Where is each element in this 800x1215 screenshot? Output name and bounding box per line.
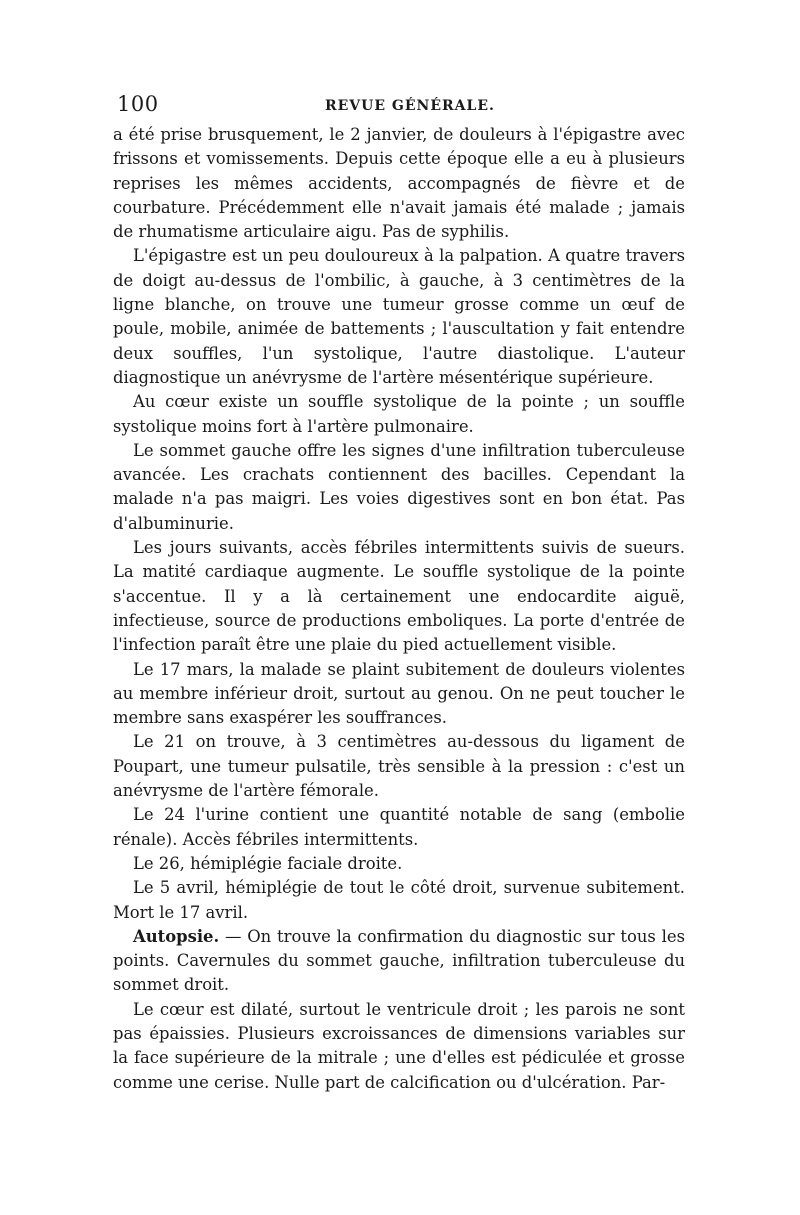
- page-number: 100: [117, 92, 159, 116]
- running-title: REVUE GÉNÉRALE.: [325, 98, 495, 114]
- paragraph-text: — On trouve la confirmation du diagnostic sur tous les points. Cavernules du sommet gauche, infiltration tuberculeuse du sommet droit.: [113, 926, 685, 995]
- paragraph-text: Le 26, hémiplégie faciale droite.: [133, 853, 403, 873]
- paragraph: [113, 536, 685, 657]
- paragraph-text: Le cœur est dilaté, surtout le ventricule droit ; les parois ne sont pas épaissies. Plusieurs excroissances de dimensions variables sur la face supérieure de la mitrale ; une d'elles est pédiculée et grosse comme une cerise. Nulle part de calcification ou d'ulcération. Par-: [113, 999, 685, 1092]
- paragraph: [113, 439, 685, 536]
- paragraph: [113, 730, 685, 803]
- paragraph: [113, 998, 685, 1095]
- page: [113, 92, 685, 1095]
- paragraph: [113, 244, 685, 390]
- page-header: [113, 92, 685, 122]
- paragraph: [113, 658, 685, 731]
- paragraph: [113, 852, 685, 876]
- paragraph: [113, 803, 685, 852]
- paragraph: [113, 123, 685, 244]
- autopsy-lead-in: Autopsie.: [133, 926, 220, 946]
- paragraph-text: Au cœur existe un souffle systolique de la pointe ; un souffle systolique moins fort à l'artère pulmonaire.: [113, 392, 685, 436]
- paragraph-text: Le 5 avril, hémiplégie de tout le côté droit, survenue subitement. Mort le 17 avril.: [113, 878, 685, 922]
- paragraph-text: Le sommet gauche offre les signes d'une infiltration tuberculeuse avancée. Les crachats contiennent des bacilles. Cependant la malade n'a pas maigri. Les voies digestives sont en bon état. Pas d'albuminurie.: [113, 440, 685, 533]
- paragraph: [113, 390, 685, 439]
- paragraph-text: Le 17 mars, la malade se plaint subitement de douleurs violentes au membre inférieur droit, surtout au genou. On ne peut toucher le membre sans exaspérer les souffrances.: [113, 659, 685, 728]
- paragraph: [113, 876, 685, 925]
- body-text: [113, 123, 685, 1095]
- paragraph: [113, 925, 685, 998]
- paragraph-text: L'épigastre est un peu douloureux à la palpation. A quatre travers de doigt au-dessus de l'ombilic, à gauche, à 3 centimètres de la ligne blanche, on trouve une tumeur grosse comme un œuf de poule, mobile, animée de battements ; l'auscultation y fait entendre deux souffles, l'un systolique, l'autre diastolique. L'auteur diagnostique un anévrysme de l'artère mésentérique supérieure.: [113, 246, 685, 387]
- paragraph-text: a été prise brusquement, le 2 janvier, de douleurs à l'épigastre avec frissons et vomissements. Depuis cette époque elle a eu à plusieurs reprises les mêmes accidents, accompagnés de fièvre et de courbature. Précédemment elle n'avait jamais été malade ; jamais de rhumatisme articulaire aigu. Pas de syphilis.: [113, 125, 685, 242]
- paragraph-text: Le 24 l'urine contient une quantité notable de sang (embolie rénale). Accès fébriles intermittents.: [113, 805, 685, 849]
- paragraph-text: Le 21 on trouve, à 3 centimètres au-dessous du ligament de Poupart, une tumeur pulsatile, très sensible à la pression : c'est un anévrysme de l'artère fémorale.: [113, 732, 685, 801]
- paragraph-text: Les jours suivants, accès fébriles intermittents suivis de sueurs. La matité cardiaque augmente. Le souffle systolique de la pointe s'accentue. Il y a là certainement une endocardite aiguë, infectieuse, source de productions emboliques. La porte d'entrée de l'infection paraît être une plaie du pied actuellement visible.: [113, 538, 685, 655]
